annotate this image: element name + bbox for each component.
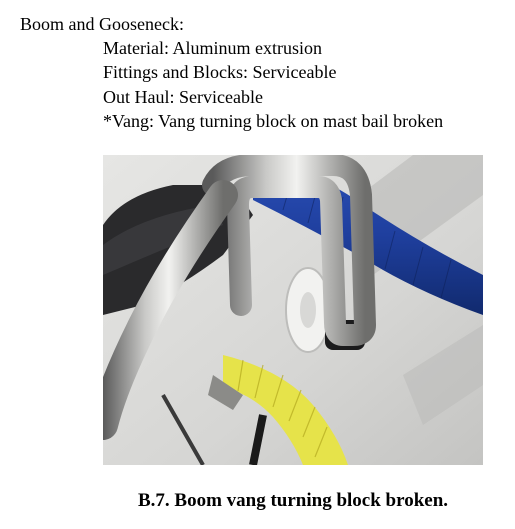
photo-illustration [103, 155, 483, 465]
section-heading: Boom and Gooseneck: [20, 14, 184, 34]
item-vang: *Vang: Vang turning block on mast bail broken [103, 111, 444, 131]
figure-caption: B.7. Boom vang turning block broken. [137, 490, 449, 511]
item-fittings-blocks: Fittings and Blocks: Serviceable [103, 62, 337, 82]
item-out-haul: Out Haul: Serviceable [103, 87, 263, 107]
boom-vang-photo [103, 155, 483, 465]
item-material: Material: Aluminum extrusion [103, 38, 322, 58]
